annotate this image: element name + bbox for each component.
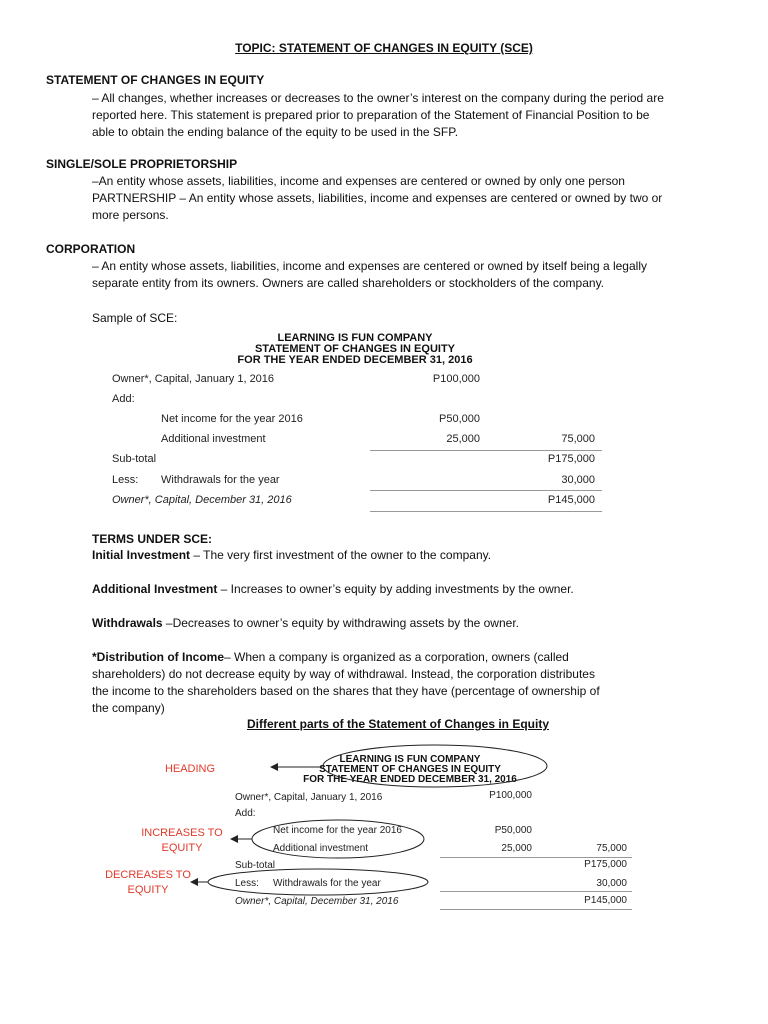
corporation-heading: CORPORATION: [46, 242, 136, 256]
annotated-period: FOR THE YEAR ENDED DECEMBER 31, 2016: [303, 774, 517, 785]
annotated-withdrawals-value: 30,000: [596, 878, 627, 889]
annotated-add-label: Add:: [235, 808, 256, 819]
net-income-value: P50,000: [439, 413, 480, 425]
sole-heading: SINGLE/SOLE PROPRIETORSHIP: [46, 157, 238, 171]
page-title: TOPIC: STATEMENT OF CHANGES IN EQUITY (SCE): [235, 41, 533, 55]
annotated-net-income-label: Net income for the year 2016: [273, 825, 402, 836]
term-distribution-line-4: the company): [92, 701, 165, 715]
subtotal-value: P175,000: [547, 453, 595, 465]
annotation-increases-line-1: INCREASES TO: [141, 827, 223, 839]
capital-begin-value: P100,000: [432, 373, 480, 385]
annotated-company: LEARNING IS FUN COMPANY: [339, 754, 481, 765]
partnership-line: PARTNERSHIP – An entity whose assets, liabilities, income and expenses are centered or owned by two or: [92, 191, 663, 205]
capital-end-label: Owner*, Capital, December 31, 2016: [112, 494, 292, 506]
corporation-line-2: separate entity from its owners. Owners are called shareholders or stockholders of the company.: [92, 276, 605, 290]
annotated-withdrawals-label: Withdrawals for the year: [273, 878, 381, 889]
additional-investment-label: Additional investment: [161, 433, 266, 445]
partnership-line-2: more persons.: [92, 208, 169, 222]
sample-label: Sample of SCE:: [92, 311, 178, 325]
less-label: Less:: [112, 474, 139, 486]
annotation-increases-line-2: EQUITY: [161, 842, 203, 854]
withdrawals-value: 30,000: [561, 474, 595, 486]
term-distribution-line-3: the income to the shareholders based on the shares that they have (percentage of ownership of: [92, 684, 600, 698]
annotated-name: STATEMENT OF CHANGES IN EQUITY: [319, 764, 501, 775]
add-label: Add:: [112, 393, 135, 405]
term-distribution: *Distribution of Income– When a company is organized as a corporation, owners (called: [92, 650, 569, 664]
annotated-capital-end-label: Owner*, Capital, December 31, 2016: [235, 896, 399, 907]
statement-company: LEARNING IS FUN COMPANY: [277, 332, 433, 344]
annotated-subtotal-label: Sub-total: [235, 860, 276, 871]
annotation-heading: HEADING: [164, 763, 216, 775]
term-distribution-line-2: shareholders) do not decrease equity by way of withdrawal. Instead, the corporation distributes: [92, 667, 595, 681]
terms-heading: TERMS UNDER SCE:: [92, 532, 213, 546]
sole-line-1: –An entity whose assets, liabilities, income and expenses are centered or owned by only one person: [92, 174, 625, 188]
sce-line-2: reported here. This statement is prepared prior to preparation of the Statement of Financial Position to be: [92, 108, 650, 122]
annotated-additional-investment-value: 25,000: [501, 843, 532, 854]
sce-line-3: able to obtain the ending balance of the equity to be used in the SFP.: [92, 125, 459, 139]
statement-name: STATEMENT OF CHANGES IN EQUITY: [254, 343, 456, 355]
annotated-additional-investment-label: Additional investment: [273, 843, 369, 854]
term-additional: Additional Investment – Increases to owner’s equity by adding investments by the owner.: [92, 582, 574, 596]
net-income-label: Net income for the year 2016: [161, 413, 303, 425]
annotated-capital-begin-value: P100,000: [489, 790, 532, 801]
sce-line-1: – All changes, whether increases or decreases to the owner’s interest on the company during the period are: [92, 91, 664, 105]
parts-title: Different parts of the Statement of Changes in Equity: [246, 717, 550, 731]
annotated-subtotal-value: P175,000: [584, 859, 627, 870]
subtotal-label: Sub-total: [112, 453, 157, 465]
annotated-capital-end-value: P145,000: [584, 895, 627, 906]
additions-total: 75,000: [561, 433, 595, 445]
additional-investment-value: 25,000: [446, 433, 480, 445]
annotated-capital-begin-label: Owner*, Capital, January 1, 2016: [235, 792, 383, 803]
annotation-decreases-line-1: DECREASES TO: [105, 869, 191, 881]
capital-begin-label: Owner*, Capital, January 1, 2016: [112, 373, 275, 385]
term-initial: Initial Investment – The very first investment of the owner to the company.: [92, 548, 492, 562]
term-withdrawals: Withdrawals –Decreases to owner’s equity by withdrawing assets by the owner.: [92, 616, 519, 630]
corporation-line-1: – An entity whose assets, liabilities, income and expenses are centered or owned by itself being a legally: [92, 259, 647, 273]
withdrawals-label: Withdrawals for the year: [161, 474, 280, 486]
sce-heading: STATEMENT OF CHANGES IN EQUITY: [46, 73, 265, 87]
annotated-net-income-value: P50,000: [494, 825, 532, 836]
annotated-less-label: Less:: [235, 878, 259, 889]
annotation-decreases-line-2: EQUITY: [127, 884, 169, 896]
statement-period: FOR THE YEAR ENDED DECEMBER 31, 2016: [237, 354, 473, 366]
annotated-additions-total: 75,000: [596, 843, 627, 854]
capital-end-value: P145,000: [547, 494, 595, 506]
